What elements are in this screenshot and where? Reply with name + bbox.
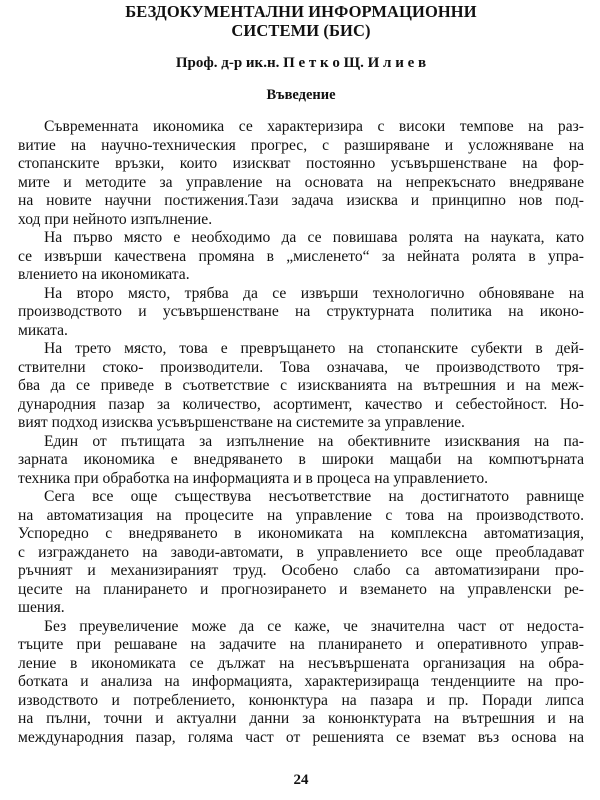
text-line: производството и усъвършенстване на структурната политика на иконо- [18,303,584,320]
text-line: ствителни стоко- производители. Това означава, че производството тря- [18,358,584,376]
text-line: На второ място, трябва да се извърши технологично обновяване на [44,284,584,302]
text-line: се извърши качествена промяна в „мисленето“ за нейната ролята в упра- [18,247,584,265]
section-heading: Въведение [266,87,336,103]
text-line: шения. [18,599,65,616]
text-line: вият подход изисква усъвършенстване на системите за управление. [18,414,465,431]
text-line: ление в икономиката се дължат на несъвършената организация на обра- [18,654,584,672]
text-line: зарната икономика е внедряването в широки мащаби на компютърната [18,451,584,468]
author-line: Проф. д-р ик.н. П е т к о Щ. И л и е в [175,55,427,71]
paragraph-1 [18,118,584,229]
text-line: Един от пътищата за изпълнение на обективните изисквания на па- [44,432,584,450]
text-line: ръчният и механизираният труд. Особено слабо са автоматизирани про- [18,562,584,579]
text-line: дународния пазар за количество, асортимент, качество и себестойност. Но- [18,395,584,413]
title-line-1: БЕЗДОКУМЕНТАЛНИ ИНФОРМАЦИОННИ [125,2,477,21]
paragraph-4 [18,340,584,433]
text-line: мите и методите за управление на основата на непрекъснато внедряване [18,173,584,191]
text-line: миката. [18,321,68,339]
text-line: международния пазар, голяма част от решенията се вземат въз основа на [18,728,584,746]
paragraph-2 [18,229,584,285]
text-line: влението на икономиката. [18,266,190,283]
document-title [18,2,584,40]
text-line: На трето място, това е превръщането на стопанските субекти в дей- [44,340,584,357]
text-line: бва да се приведе в съответствие с изискванията на вътрешния и на меж- [18,377,584,394]
page-number: 24 [293,772,309,788]
text-line: изводството и потреблението, конюнктура на пазара и пр. Поради липса [18,691,584,709]
text-line: ход при нейното изпълнение. [18,210,213,228]
text-line: на пълни, точни и актуални данни за конюнктурата на вътрешния и на [18,710,584,727]
text-line: техника при обработка на информацията и в процеса на управлението. [18,469,489,487]
paragraph-3 [18,285,584,341]
body-text [18,118,584,747]
document-page [18,0,584,800]
text-line: Сега все още съществува несъответствие на достигнатото равнище [44,488,584,505]
title-line-2: СИСТЕМИ (БИС) [231,21,371,40]
text-line: стопанските връзки, които изискват постоянно усъвършенстване на фор- [18,155,584,172]
text-line: ботката и анализа на информацията, характеризираща тенденциите на про- [18,673,584,690]
text-line: Успоредно с внедряването в икономиката на комплексна автоматизация, [18,525,584,542]
text-line: На първо място е необходимо да се повишава ролята на науката, като [44,229,584,246]
paragraph-6 [18,488,584,618]
text-line: Съвременната икономика се характеризира с високи темпове на раз- [44,118,584,135]
text-line: витие на научно-техническия прогрес, с разширяване и усложняване на [18,136,584,154]
paragraph-7 [18,618,584,748]
text-line: цесите на планирането и прогнозирането и вземането на управленски ре- [18,580,584,598]
text-line: на автоматизация на процесите на управление с това на производството. [18,506,584,524]
text-line: тъците при решаване на задачите на планирането и оперативното управ- [18,636,584,653]
paragraph-5 [18,433,584,489]
text-line: Без преувеличение може да се каже, че значителна част от недоста- [44,617,584,635]
text-line: с изграждането на заводи-автомати, в управлението все още преобладават [18,543,584,561]
text-line: на новите научни постижения.Тази задача изисква и принципно нов под- [18,192,584,209]
